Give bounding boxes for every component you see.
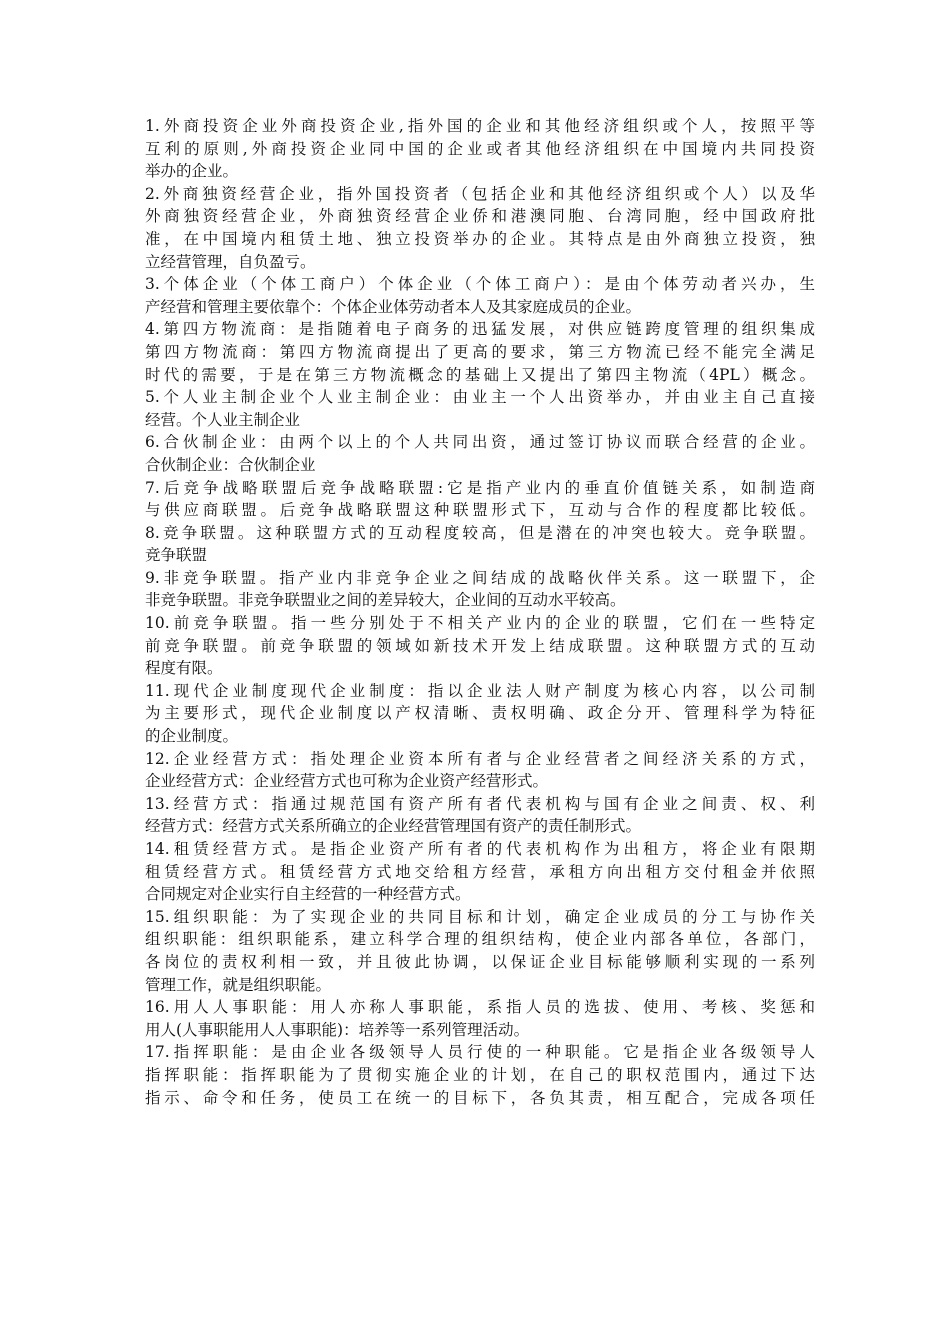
text-line: 7.后竞争战略联盟后竞争战略联盟:它是指产业内的垂直价值链关系，如制造商 xyxy=(145,478,815,497)
text-line: 3.个体企业（个体工商户）个体企业（个体工商户）：是由个体劳动者兴办，生 xyxy=(145,275,815,294)
text-line: 8.竞争联盟。这种联盟方式的互动程度较高，但是潜在的冲突也较大。竞争联盟。 xyxy=(145,523,815,542)
text-line: 9.非竞争联盟。指产业内非竞争企业之间结成的战略伙伴关系。这一联盟下，企 xyxy=(145,568,815,587)
text-line: 第四方物流商：第四方物流商提出了更高的要求，第三方物流已经不能完全满足 xyxy=(145,342,815,361)
text-line: 1.外商投资企业外商投资企业,指外国的企业和其他经济组织或个人，按照平等 xyxy=(145,117,815,135)
text-line: 17.指挥职能：是由企业各级领导人员行使的一种职能。它是指企业各级领导人 xyxy=(145,1043,815,1062)
text-line: 非竞争联盟。非竞争联盟业之间的差异较大，企业间的互动水平较高。 xyxy=(145,591,626,610)
text-line: 管理工作，就是组织职能。 xyxy=(145,975,332,994)
text-line: 12.企业经营方式：指处理企业资本所有者与企业经营者之间经济关系的方式， xyxy=(145,749,815,768)
text-line: 与供应商联盟。后竞争战略联盟这种联盟形式下，互动与合作的程度都比较低。 xyxy=(145,501,815,520)
text-line: 企业经营方式：企业经营方式也可称为企业资产经营形式。 xyxy=(145,772,549,791)
text-line: 13.经营方式：指通过规范国有资产所有者代表机构与国有企业之间责、权、利 xyxy=(145,794,815,813)
text-line: 各岗位的责权利相一致，并且彼此协调，以保证企业目标能够顺利实现的一系列 xyxy=(145,952,815,971)
text-line: 准，在中国境内租赁土地、独立投资举办的企业。其特点是由外商独立投资，独 xyxy=(145,229,815,248)
document-body xyxy=(145,115,815,1109)
text-line: 举办的企业。 xyxy=(145,162,239,181)
text-line: 竞争联盟 xyxy=(145,546,208,565)
text-line: 外商独资经营企业，外商独资经营企业侨和港澳同胞、台湾同胞，经中国政府批 xyxy=(145,207,815,226)
text-line: 16.用人人事职能：用人亦称人事职能，系指人员的选拔、使用、考核、奖惩和 xyxy=(145,998,815,1017)
text-line: 经营方式：经营方式关系所确立的企业经营管理国有资产的责任制形式。 xyxy=(145,817,642,836)
text-line: 14.租赁经营方式。是指企业资产所有者的代表机构作为出租方，将企业有限期 xyxy=(145,840,815,858)
text-line: 4.第四方物流商：是指随着电子商务的迅猛发展，对供应链跨度管理的组织集成 xyxy=(145,320,815,339)
text-line: 11.现代企业制度现代企业制度：指以企业法人财产制度为核心内容，以公司制 xyxy=(145,681,815,700)
text-line: 2.外商独资经营企业，指外国投资者（包括企业和其他经济组织或个人）以及华 xyxy=(145,184,815,203)
text-line: 的企业制度。 xyxy=(145,727,239,746)
text-line: 租赁经营方式。租赁经营方式地交给租方经营，承租方向出租方交付租金并依照 xyxy=(145,862,815,881)
text-line: 指示、命令和任务，使员工在统一的目标下，各负其责，相互配合，完成各项任 xyxy=(145,1088,815,1107)
text-line: 前竞争联盟。前竞争联盟的领域如新技术开发上结成联盟。这种联盟方式的互动 xyxy=(145,636,815,655)
text-line: 15.组织职能：为了实现企业的共同目标和计划，确定企业成员的分工与协作关 xyxy=(145,907,815,926)
text-line: 用人(人事职能用人人事职能)：培养等一系列管理活动。 xyxy=(145,1020,530,1039)
text-line: 立经营管理，自负盈亏。 xyxy=(145,252,316,271)
text-line: 5.个人业主制企业个人业主制企业：由业主一个人出资举办，并由业主自己直接 xyxy=(145,388,815,407)
text-line: 10.前竞争联盟。指一些分别处于不相关产业内的企业的联盟，它们在一些特定 xyxy=(145,614,815,633)
text-line: 互利的原则,外商投资企业同中国的企业或者其他经济组织在中国境内共同投资 xyxy=(145,139,815,158)
text-line: 合同规定对企业实行自主经营的一种经营方式。 xyxy=(145,885,471,904)
text-line: 程度有限。 xyxy=(145,659,223,678)
text-line: 合伙制企业：合伙制企业 xyxy=(145,455,316,474)
text-line: 6.合伙制企业：由两个以上的个人共同出资，通过签订协议而联合经营的企业。 xyxy=(145,433,815,452)
text-line: 组织职能：组织职能系，建立科学合理的组织结构，使企业内部各单位，各部门， xyxy=(145,930,815,949)
text-line: 产经营和管理主要依靠个：个体企业体劳动者本人及其家庭成员的企业。 xyxy=(145,297,642,316)
text-line: 指挥职能：指挥职能为了贯彻实施企业的计划，在自己的职权范围内，通过下达 xyxy=(145,1065,815,1084)
text-line: 为主要形式，现代企业制度以产权清晰、责权明确、政企分开、管理科学为特征 xyxy=(145,704,815,723)
text-line: 时代的需要，于是在第三方物流概念的基础上又提出了第四主物流（4PL）概念。 xyxy=(145,365,815,384)
text-line: 经营。个人业主制企业 xyxy=(145,410,301,429)
